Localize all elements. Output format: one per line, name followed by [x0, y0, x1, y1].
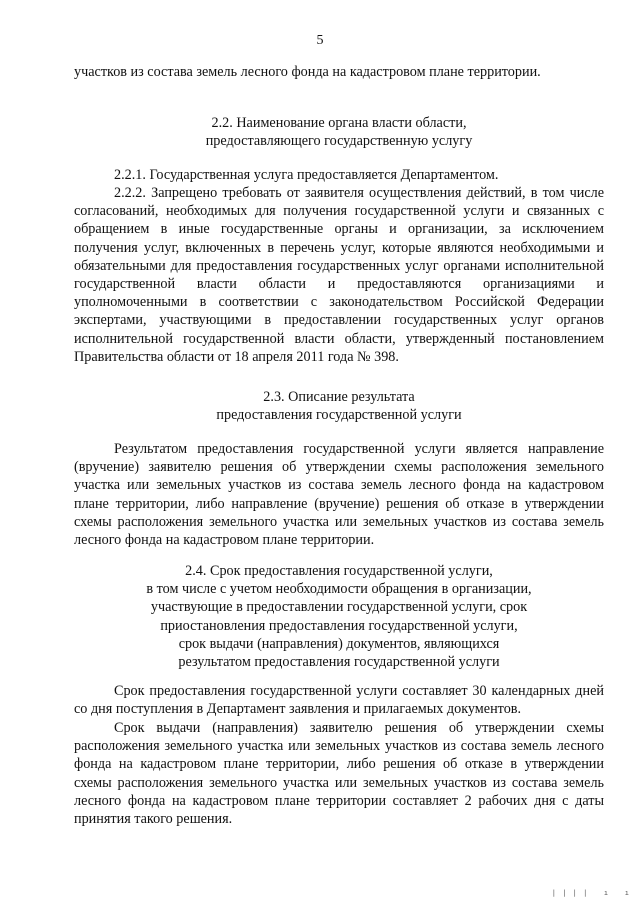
- heading-line: приостановления предоставления государственной услуги,: [160, 617, 518, 634]
- paragraph-2-4-2: Срок выдачи (направления) заявителю решения об утверждении схемы расположения земельного участка или земельных участков из состава земель лесного фонда на кадастровом плане территории, либо решения об отказе в утверждении схемы расположения земельного участка или земельных участков из состава земель лесного фонда на кадастровом плане территории составляет 2 рабочих дня с даты принятия такого решения.: [74, 720, 604, 828]
- heading-line: предоставляющего государственную услугу: [205, 133, 473, 150]
- paragraph-2-4-1: Срок предоставления государственной услуги составляет 30 календарных дней со дня поступления в Департамент заявления и прилагаемых документов.: [74, 683, 604, 718]
- page-number: 5: [316, 33, 324, 48]
- heading-line: срок выдачи (направления) документов, являющихся: [178, 635, 500, 652]
- heading-line: участвующие в предоставлении государственной услуги, срок: [150, 599, 528, 616]
- section-2-4-heading: [74, 562, 604, 671]
- heading-line: 2.4. Срок предоставления государственной услуги,: [185, 563, 493, 579]
- section-2-2-heading: [74, 114, 604, 150]
- paragraph-2-2-1: 2.2.1. Государственная услуга предоставляется Департаментом.: [114, 167, 499, 183]
- heading-line: предоставления государственной услуги: [216, 407, 462, 424]
- heading-line: 2.2. Наименование органа власти области,: [211, 115, 467, 131]
- heading-line: 2.3. Описание результата: [263, 389, 415, 405]
- heading-line: в том числе с учетом необходимости обращения в организации,: [146, 581, 532, 598]
- paragraph-2-2-2: 2.2.2. Запрещено требовать от заявителя осуществления действий, в том числе согласований, необходимых для получения государственной услуги и связанных с обращением в иные государственные органы и организации, за исключением получения услуг, включенных в перечень услуг, которые являются необходимыми и обязательными для предоставления государственных услуг органами исполнительной государственной власти области и предоставляются организациями и уполномоченными в соответствии с законодательством Российской Федерации экспертами, участвующими в предоставлении государственных услуг органов исполнительной государственной власти области, утвержденный постановлением Правительства области от 18 апреля 2011 года № 398.: [74, 185, 604, 365]
- heading-line: результатом предоставления государственной услуги: [178, 654, 500, 671]
- section-2-3-heading: [74, 388, 604, 424]
- continuation-text: участков из состава земель лесного фонда на кадастровом плане территории.: [74, 64, 541, 80]
- paragraph-2-3: Результатом предоставления государственной услуги является направление (вручение) заявителю решения об утверждении схемы расположения земельного участка или земельных участков из состава земель лесного фонда на кадастровом плане территории, либо направление (вручение) решения об отказе в утверждении схемы расположения земельного участка или земельных участков из состава земель лесного фонда на кадастровом плане территории.: [74, 441, 604, 549]
- scan-mark: | | | | ı ı: [551, 889, 630, 897]
